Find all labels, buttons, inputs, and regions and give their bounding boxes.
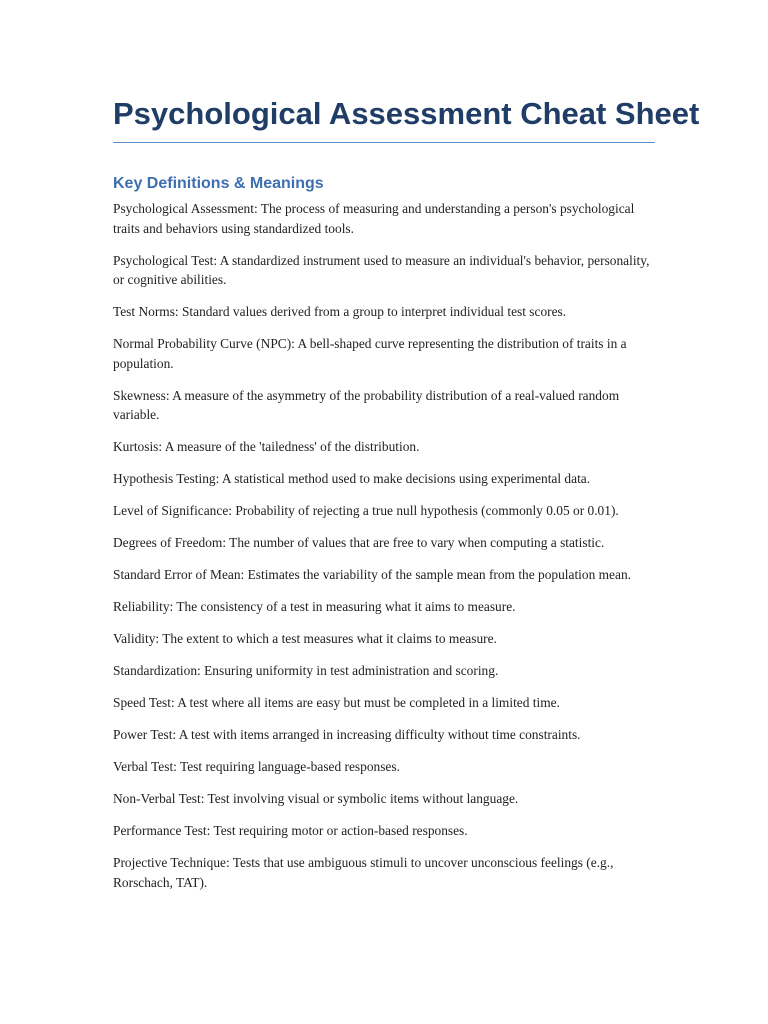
definition-validity: Validity: The extent to which a test measures what it claims to measure. (113, 631, 497, 646)
definition-psychological-assessment: Psychological Assessment: The process of measuring and understanding a person's psychological traits and behaviors using standardized tools. (113, 201, 635, 236)
definition-speed-test: Speed Test: A test where all items are easy but must be completed in a limited time. (113, 695, 560, 710)
definition-test-norms: Test Norms: Standard values derived from a group to interpret individual test scores. (113, 304, 567, 319)
document-page (113, 88, 700, 905)
definition-power-test: Power Test: A test with items arranged in increasing difficulty without time constraints. (113, 727, 581, 742)
definition-normal-probability-curve: Normal Probability Curve (NPC): A bell-shaped curve representing the distribution of traits in a population. (113, 336, 627, 371)
definition-verbal-test: Verbal Test: Test requiring language-based responses. (113, 759, 400, 774)
definitions-list (113, 199, 655, 892)
definition-projective-technique: Projective Technique: Tests that use ambiguous stimuli to uncover unconscious feelings (e.g., Rorschach, TAT). (113, 855, 614, 890)
definition-level-of-significance: Level of Significance: Probability of rejecting a true null hypothesis (commonly 0.05 or 0.01). (113, 503, 619, 518)
definition-standard-error-of-mean: Standard Error of Mean: Estimates the variability of the sample mean from the population mean. (113, 567, 631, 582)
definition-hypothesis-testing: Hypothesis Testing: A statistical method used to make decisions using experimental data. (113, 471, 591, 486)
definition-performance-test: Performance Test: Test requiring motor or action-based responses. (113, 823, 468, 838)
definition-kurtosis: Kurtosis: A measure of the 'tailedness' of the distribution. (113, 439, 420, 454)
definition-psychological-test: Psychological Test: A standardized instrument used to measure an individual's behavior, personality, or cognitive abilities. (113, 252, 650, 287)
definition-non-verbal-test: Non-Verbal Test: Test involving visual or symbolic items without language. (113, 791, 519, 806)
definition-standardization: Standardization: Ensuring uniformity in test administration and scoring. (113, 663, 499, 678)
definition-skewness: Skewness: A measure of the asymmetry of the probability distribution of a real-valued random variable. (113, 387, 620, 422)
definition-degrees-of-freedom: Degrees of Freedom: The number of values that are free to vary when computing a statistic. (113, 535, 605, 550)
definition-reliability: Reliability: The consistency of a test in measuring what it aims to measure. (113, 599, 516, 614)
section-heading-key-definitions: Key Definitions & Meanings (113, 175, 324, 192)
document-title: Psychological Assessment Cheat Sheet (113, 88, 655, 143)
